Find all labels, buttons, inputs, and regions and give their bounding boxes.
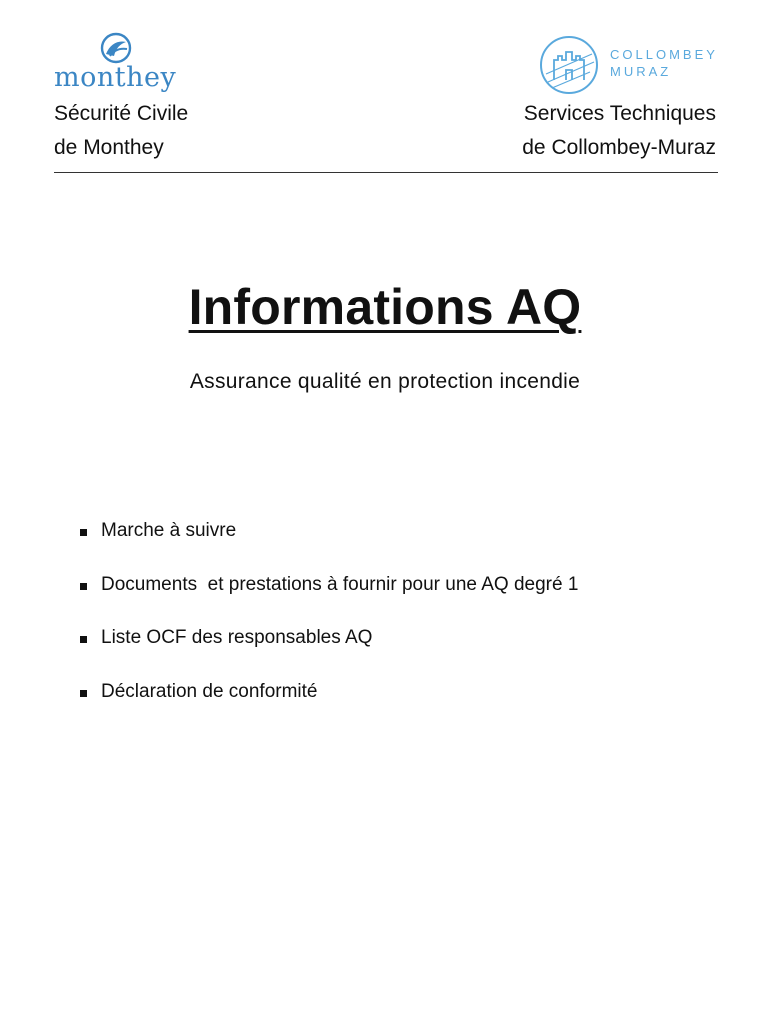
document-subtitle: Assurance qualité en protection incendie [189,370,581,393]
collombey-wordmark-line1: COLLOMBEY [610,47,718,62]
left-organization [54,97,188,165]
square-bullet-icon [80,690,87,697]
list-item-text: Marche à suivre [101,520,237,541]
list-item [80,681,578,735]
document-title: Informations AQ [188,279,582,335]
right-org-line2: de Collombey-Muraz [522,136,716,159]
right-organization [522,97,716,165]
contents-list [80,520,578,734]
right-org-line1: Services Techniques [523,102,716,125]
list-item-text: Déclaration de conformité [101,680,318,702]
square-bullet-icon [80,529,87,536]
list-item [80,520,578,574]
monthey-logo [54,32,184,96]
square-bullet-icon [80,583,87,590]
collombey-wordmark-line2: MURAZ [610,64,672,79]
header-divider [54,172,718,173]
list-item [80,627,578,681]
monthey-wordmark: monthey [54,62,177,93]
monthey-emblem-icon [54,32,184,66]
left-org-line2: de Monthey [54,136,164,159]
collombey-muraz-logo [538,34,728,96]
castle-circle-icon [538,34,600,96]
list-item-text: Documents et prestations à fournir pour une AQ degré 1 [101,573,579,595]
left-org-line1: Sécurité Civile [54,102,189,125]
list-item-text: Liste OCF des responsables AQ [101,627,373,648]
list-item [80,574,578,628]
square-bullet-icon [80,636,87,643]
